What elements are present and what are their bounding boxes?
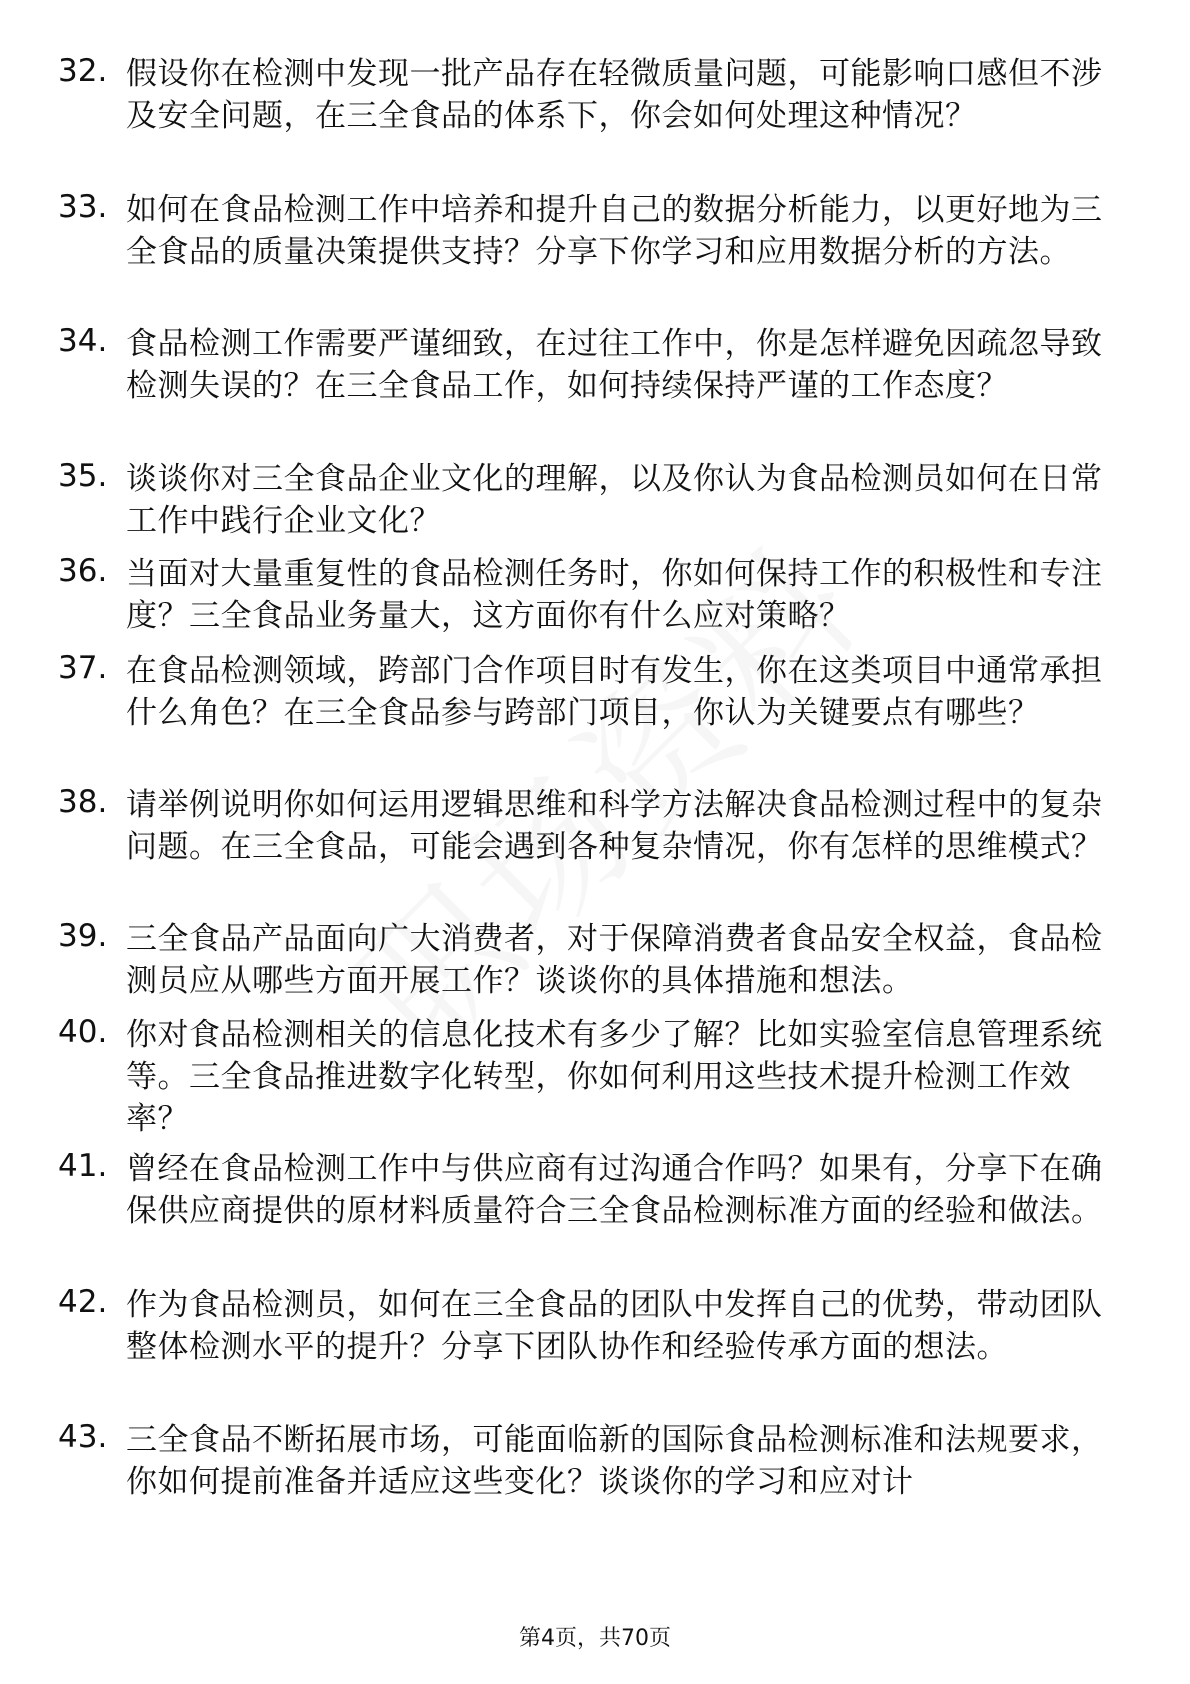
question-number: 34. bbox=[58, 323, 108, 359]
question-text: 在食品检测领域，跨部门合作项目时有发生，你在这类项目中通常承担什么角色？在三全食品参与跨部门项目，你认为关键要点有哪些？ bbox=[126, 653, 1103, 731]
page-number: 第4页，共70页 bbox=[519, 1626, 671, 1651]
question-text: 三全食品产品面向广大消费者，对于保障消费者食品安全权益，食品检测员应从哪些方面开展工作？谈谈你的具体措施和想法。 bbox=[126, 921, 1103, 999]
question-text: 如何在食品检测工作中培养和提升自己的数据分析能力，以更好地为三全食品的质量决策提供支持？分享下你学习和应用数据分析的方法。 bbox=[126, 192, 1103, 270]
question-text: 三全食品不断拓展市场，可能面临新的国际食品检测标准和法规要求，你如何提前准备并适应这些变化？谈谈你的学习和应对计 bbox=[126, 1422, 1103, 1500]
question-text: 曾经在食品检测工作中与供应商有过沟通合作吗？如果有，分享下在确保供应商提供的原材料质量符合三全食品检测标准方面的经验和做法。 bbox=[126, 1151, 1103, 1229]
question-text: 请举例说明你如何运用逻辑思维和科学方法解决食品检测过程中的复杂问题。在三全食品，可能会遇到各种复杂情况，你有怎样的思维模式？ bbox=[126, 787, 1103, 865]
question-text: 你对食品检测相关的信息化技术有多少了解？比如实验室信息管理系统等。三全食品推进数字化转型，你如何利用这些技术提升检测工作效率？ bbox=[126, 1017, 1103, 1137]
question-number: 35. bbox=[58, 458, 108, 494]
question-number: 40. bbox=[58, 1014, 108, 1050]
question-number: 38. bbox=[58, 784, 108, 820]
question-text: 当面对大量重复性的食品检测任务时，你如何保持工作的积极性和专注度？三全食品业务量大，这方面你有什么应对策略？ bbox=[126, 556, 1103, 634]
question-number: 43. bbox=[58, 1419, 108, 1455]
question-text: 食品检测工作需要严谨细致，在过往工作中，你是怎样避免因疏忽导致检测失误的？在三全食品工作，如何持续保持严谨的工作态度？ bbox=[126, 326, 1103, 404]
question-number: 37. bbox=[58, 650, 108, 686]
question-number: 32. bbox=[58, 53, 108, 89]
question-number: 36. bbox=[58, 553, 108, 589]
question-text: 假设你在检测中发现一批产品存在轻微质量问题，可能影响口感但不涉及安全问题，在三全食品的体系下，你会如何处理这种情况？ bbox=[126, 56, 1103, 134]
question-number: 39. bbox=[58, 918, 108, 954]
question-text: 作为食品检测员，如何在三全食品的团队中发挥自己的优势，带动团队整体检测水平的提升？分享下团队协作和经验传承方面的想法。 bbox=[126, 1287, 1103, 1365]
question-number: 42. bbox=[58, 1284, 108, 1320]
question-number: 33. bbox=[58, 189, 108, 225]
question-text: 谈谈你对三全食品企业文化的理解，以及你认为食品检测员如何在日常工作中践行企业文化？ bbox=[126, 461, 1103, 539]
question-number: 41. bbox=[58, 1148, 108, 1184]
